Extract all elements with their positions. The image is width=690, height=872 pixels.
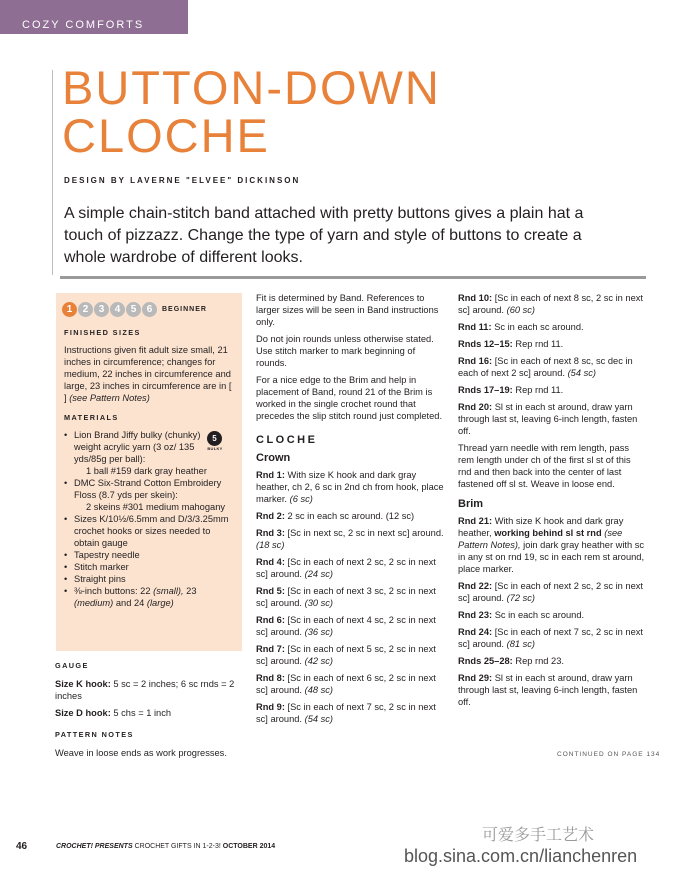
crown-heading: Crown	[256, 452, 291, 464]
round-24: Rnd 24: [Sc in each of next 7 sc, 2 sc in next sc] around. (81 sc)	[458, 627, 643, 649]
col-2	[256, 292, 444, 730]
gauge-heading: GAUGE	[55, 661, 89, 670]
skill-dot-4: 4	[110, 302, 125, 317]
round-1: Rnd 1: With size K hook and dark gray heather, ch 2, 6 sc in 2nd ch from hook, place marker. (6 sc)	[256, 470, 444, 504]
watermark-url: blog.sina.com.cn/lianchenren	[404, 846, 638, 866]
col-1-lower	[55, 660, 240, 764]
watermark-chinese: 可爱多手工艺术	[482, 827, 595, 844]
title-line-1: BUTTON-DOWN	[62, 61, 441, 114]
rounds-12-15: Rnds 12–15: Rep rnd 11.	[458, 339, 564, 349]
skill-dot-3: 3	[94, 302, 109, 317]
skill-label: BEGINNER	[162, 306, 207, 313]
rounds-17-19: Rnds 17–19: Rep rnd 11.	[458, 385, 564, 395]
list-item: • ⅜-inch buttons: 22 (small), 23 (medium) and 24 (large)	[64, 585, 236, 609]
list-item: • Sizes K/10½/6.5mm and D/3/3.25mm crochet hooks or sizes needed to obtain gauge	[64, 513, 236, 549]
list-item: • Lion Brand Jiffy bulky (chunky) weight acrylic yarn (3 oz/ 135 yds/85g per ball): 1 ball #159 dark gray heather	[64, 429, 209, 477]
col-3	[458, 292, 646, 713]
list-item: • Tapestry needle	[64, 549, 236, 561]
pattern-notes-heading: PATTERN NOTES	[55, 730, 134, 739]
title-divider	[52, 70, 53, 275]
gauge-k: Size K hook: 5 sc = 2 inches; 6 sc rnds = 2 inches	[55, 679, 235, 701]
round-11: Rnd 11: Sc in each sc around.	[458, 322, 584, 332]
round-2: Rnd 2: 2 sc in each sc around. (12 sc)	[256, 511, 415, 521]
round-8: Rnd 8: [Sc in each of next 6 sc, 2 sc in next sc] around. (48 sc)	[256, 673, 436, 695]
thread-note: Thread yarn needle with rem length, pass rem length under ch of the first sl st of this rnd and then back into the center of last fastened off sl st. Weave in loose end.	[458, 443, 631, 489]
round-5: Rnd 5: [Sc in each of next 3 sc, 2 sc in next sc] around. (30 sc)	[256, 586, 436, 608]
finished-sizes-text: Instructions given fit adult size small, 21 inches in circumference; changes for medium, 22 inches in circumference and large, 23 inches in circumference are in [ ] (see Pattern Notes)	[64, 345, 232, 403]
list-item: • Stitch marker	[64, 561, 236, 573]
round-20: Rnd 20: Sl st in each st around, draw yarn through last st, leaving 6-inch length, fasten off.	[458, 402, 638, 436]
materials-heading: MATERIALS	[64, 413, 119, 422]
brim-heading: Brim	[458, 498, 484, 510]
pattern-note-1: Weave in loose ends as work progresses.	[55, 748, 227, 758]
intro-text: A simple chain-stitch band attached with pretty buttons gives a plain hat a touch of pizzazz. Change the type of yarn and style of buttons to create a whole wardrobe of different looks.	[64, 205, 584, 266]
round-6: Rnd 6: [Sc in each of next 4 sc, 2 sc in next sc] around. (36 sc)	[256, 615, 436, 637]
byline: DESIGN BY LAVERNE "ELVEE" DICKINSON	[64, 176, 301, 185]
skill-dot-2: 2	[78, 302, 93, 317]
pattern-note-3: Do not join rounds unless otherwise stated. Use stitch marker to mark beginning of rounds.	[256, 334, 434, 368]
finished-sizes-heading: FINISHED SIZES	[64, 328, 141, 337]
pattern-note-2: Fit is determined by Band. References to larger sizes will be seen in Band instructions only.	[256, 293, 439, 327]
round-29: Rnd 29: Sl st in each st around, draw yarn through last st, leaving 6-inch length, fasten off.	[458, 673, 638, 707]
yarn-weight-label: BULKY	[207, 446, 223, 451]
materials-list	[64, 429, 236, 609]
round-10: Rnd 10: [Sc in each of next 8 sc, 2 sc in next sc] around. (60 sc)	[458, 293, 643, 315]
round-7: Rnd 7: [Sc in each of next 5 sc, 2 sc in next sc] around. (42 sc)	[256, 644, 436, 666]
cloche-heading: CLOCHE	[256, 434, 318, 446]
yarn-weight-badge	[204, 431, 226, 455]
section-tab	[0, 0, 188, 34]
round-16: Rnd 16: [Sc in each of next 8 sc, sc dec in each of next 2 sc] around. (54 sc)	[458, 356, 633, 378]
round-22: Rnd 22: [Sc in each of next 2 sc, 2 sc in next sc] around. (72 sc)	[458, 581, 643, 603]
horizontal-rule	[60, 276, 646, 279]
skill-dot-6: 6	[142, 302, 157, 317]
skill-dot-1: 1	[62, 302, 77, 317]
gauge-d: Size D hook: 5 chs = 1 inch	[55, 708, 172, 718]
rounds-25-28: Rnds 25–28: Rep rnd 23.	[458, 656, 564, 666]
yarn-weight-icon: 5	[207, 431, 222, 446]
skill-level	[62, 302, 207, 317]
round-3: Rnd 3: [Sc in next sc, 2 sc in next sc] around. (18 sc)	[256, 528, 444, 550]
page-title	[62, 61, 441, 162]
publication-line: CROCHET! PRESENTS CROCHET GIFTS IN 1-2-3! OCTOBER 2014	[56, 843, 276, 850]
round-23: Rnd 23: Sc in each sc around.	[458, 610, 585, 620]
page-number: 46	[16, 841, 28, 852]
round-4: Rnd 4: [Sc in each of next 2 sc, 2 sc in next sc] around. (24 sc)	[256, 557, 436, 579]
round-21: Rnd 21: With size K hook and dark gray heather, working behind sl st rnd (see Pattern Notes), join dark gray heather with sc in any st on rnd 19, sc in each rem st around, place marker.	[458, 516, 645, 574]
section-label: COZY COMFORTS	[22, 19, 145, 31]
title-line-2: CLOCHE	[62, 109, 270, 162]
list-item: • DMC Six-Strand Cotton Embroidery Floss (8.7 yds per skein): 2 skeins #301 medium mahogany	[64, 477, 236, 513]
continued-note: CONTINUED ON PAGE 134	[557, 751, 661, 758]
pattern-note-4: For a nice edge to the Brim and help in placement of Band, round 21 of the Brim is worked in the single crochet round that precedes the slip stitch round just completed.	[256, 375, 443, 421]
skill-dot-5: 5	[126, 302, 141, 317]
col-1-box-content	[64, 327, 236, 609]
round-9: Rnd 9: [Sc in each of next 7 sc, 2 sc in next sc] around. (54 sc)	[256, 702, 436, 724]
list-item: • Straight pins	[64, 573, 236, 585]
